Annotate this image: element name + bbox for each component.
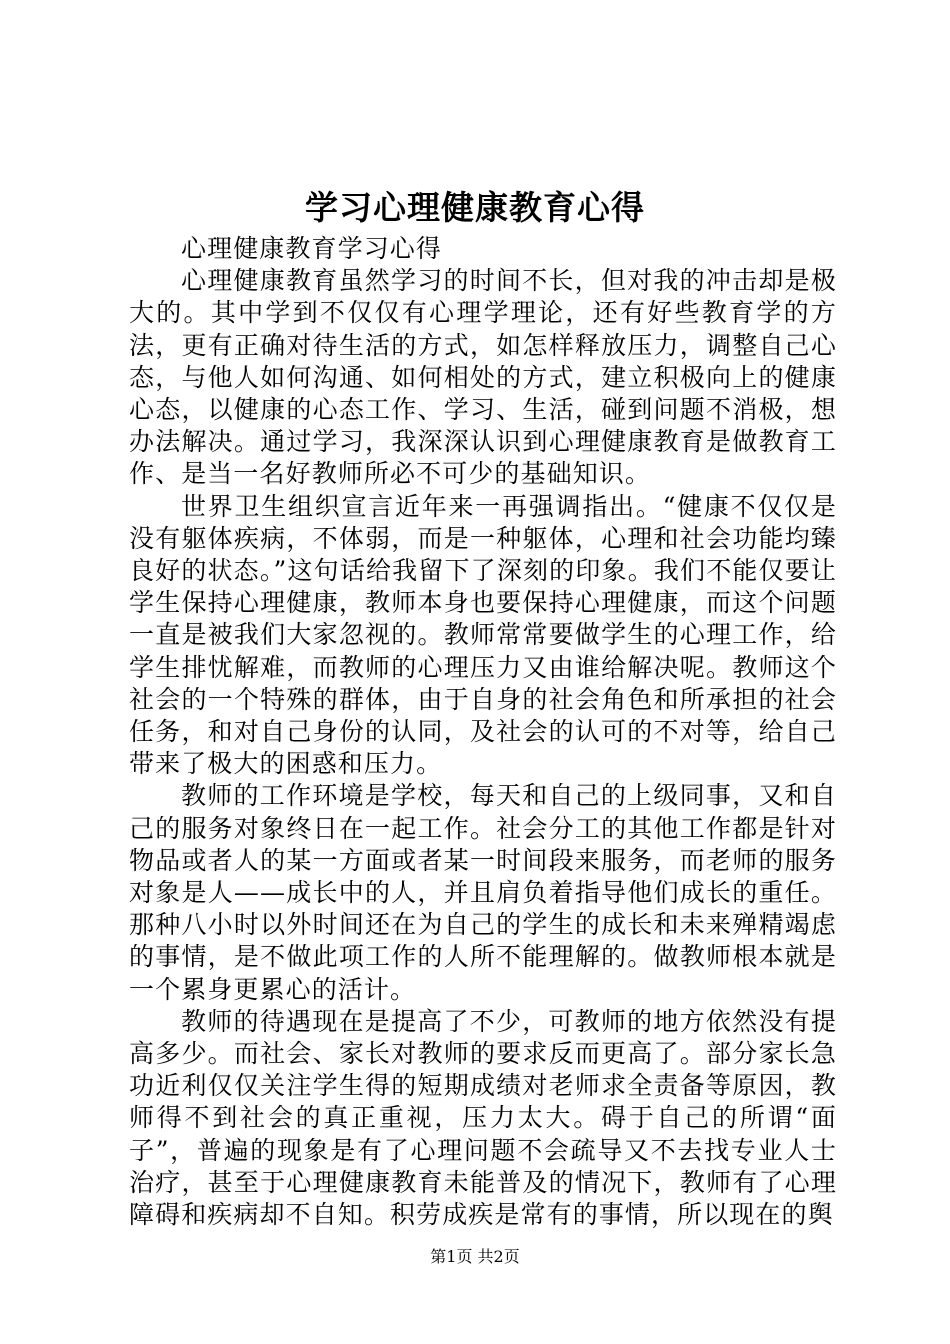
document-title: 学习心理健康教育心得 <box>305 188 645 227</box>
body-paragraph-subtitle: 心理健康教育学习心得 <box>181 234 443 263</box>
page-number-footer: 第1页 共2页 <box>430 1247 520 1266</box>
body-paragraph: 教师的待遇现在是提高了不少，可教师的地方依然没有提高多少。而社会、家长对教师的要求反而更高了。部分家长急功近利仅仅关注学生得的短期成绩对老师求全责备等原因，教师得不到社会的真正重视，压力太大。碍于自己的所谓“面子”，普遍的现象是有了心理问题不会疏导又不去找专业人士治疗，甚至于心理健康教育未能普及的情况下，教师有了心理障碍和疾病却不自知。积劳成疾是常有的事情，所以现在的舆 <box>129 1006 837 1230</box>
body-paragraph: 教师的工作环境是学校，每天和自己的上级同事，又和自己的服务对象终日在一起工作。社会分工的其他工作都是针对物品或者人的某一方面或者某一时间段来服务，而老师的服务对象是人——成长中的人，并且肩负着指导他们成长的重任。那种八小时以外时间还在为自己的学生的成长和未来殚精竭虑的事情，是不做此项工作的人所不能理解的。做教师根本就是一个累身更累心的活计。 <box>129 781 837 1004</box>
document-body <box>129 233 837 1231</box>
body-paragraph: 心理健康教育虽然学习的时间不长，但对我的冲击却是极大的。其中学到不仅仅有心理学理论，还有好些教育学的方法，更有正确对待生活的方式，如怎样释放压力，调整自己心态，与他人如何沟通、如何相处的方式，建立积极向上的健康心态，以健康的心态工作、学习、生活，碰到问题不消极，想办法解决。通过学习，我深深认识到心理健康教育是做教育工作、是当一名好教师所必不可少的基础知识。 <box>129 266 837 489</box>
body-paragraph: 世界卫生组织宣言近年来一再强调指出。“健康不仅仅是没有躯体疾病，不体弱，而是一种躯体，心理和社会功能均臻良好的状态。”这句话给我留下了深刻的印象。我们不能仅要让学生保持心理健康，教师本身也要保持心理健康，而这个问题一直是被我们大家忽视的。教师常常要做学生的心理工作，给学生排忧解难，而教师的心理压力又由谁给解决呢。教师这个社会的一个特殊的群体，由于自身的社会角色和所承担的社会任务，和对自己身份的认同，及社会的认可的不对等，给自己带来了极大的困惑和压力。 <box>129 491 837 779</box>
